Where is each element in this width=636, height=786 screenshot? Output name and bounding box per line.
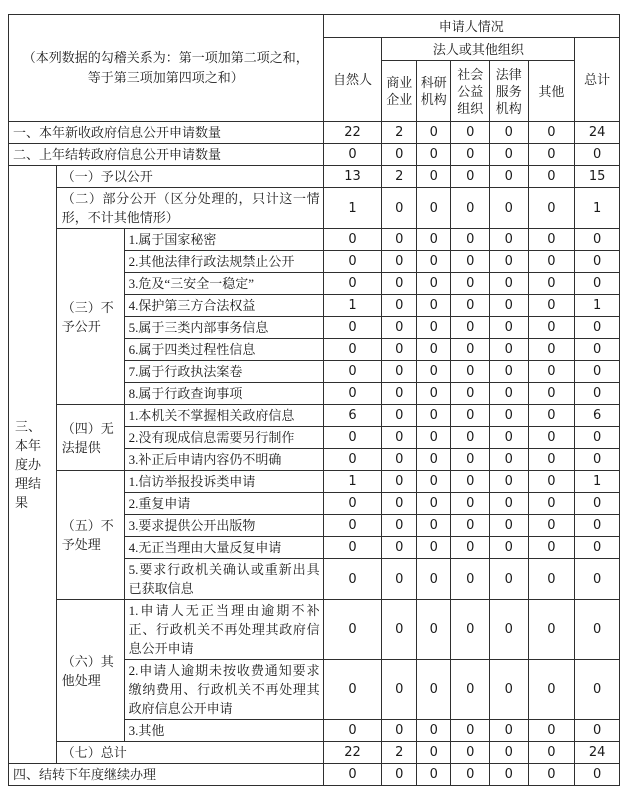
value-cell: 0	[323, 361, 382, 383]
row-label: （二）部分公开（区分处理的，只计这一情形，不计其他情形）	[56, 188, 323, 229]
value-cell: 0	[416, 229, 451, 251]
row-label: 5.属于三类内部事务信息	[124, 317, 323, 339]
value-cell: 0	[575, 600, 620, 660]
table-row	[9, 122, 620, 144]
value-cell: 0	[416, 471, 451, 493]
value-cell: 0	[451, 383, 490, 405]
value-cell: 0	[323, 764, 382, 786]
value-cell: 0	[451, 427, 490, 449]
value-cell: 0	[382, 273, 417, 295]
value-cell: 2	[382, 166, 417, 188]
group-label: （四）无法提供	[56, 405, 124, 471]
header-business-enterprise: 商业企业	[382, 61, 417, 122]
row-label: 1.信访举报投诉类申请	[124, 471, 323, 493]
value-cell: 0	[382, 361, 417, 383]
row-label: （七）总计	[56, 742, 323, 764]
row-label: （一）予以公开	[56, 166, 323, 188]
value-cell: 0	[490, 449, 529, 471]
value-cell: 0	[451, 295, 490, 317]
value-cell: 0	[490, 405, 529, 427]
value-cell: 0	[575, 449, 620, 471]
value-cell: 0	[575, 559, 620, 600]
value-cell: 0	[490, 361, 529, 383]
header-other: 其他	[528, 61, 575, 122]
value-cell: 0	[528, 317, 575, 339]
row-label: 4.无正当理由大量反复申请	[124, 537, 323, 559]
value-cell: 0	[382, 229, 417, 251]
value-cell: 0	[382, 405, 417, 427]
value-cell: 2	[382, 742, 417, 764]
header-research-institution: 科研机构	[416, 61, 451, 122]
value-cell: 0	[323, 273, 382, 295]
value-cell: 0	[451, 188, 490, 229]
value-cell: 0	[382, 493, 417, 515]
value-cell: 0	[416, 449, 451, 471]
section-annual-results-label: 三、本年度办理结果	[9, 166, 57, 764]
value-cell: 0	[490, 383, 529, 405]
value-cell: 0	[416, 339, 451, 361]
value-cell: 0	[528, 515, 575, 537]
table-row	[9, 764, 620, 786]
value-cell: 1	[323, 295, 382, 317]
value-cell: 0	[451, 339, 490, 361]
row-label: 3.其他	[124, 720, 323, 742]
header-natural-person: 自然人	[323, 38, 382, 122]
row-label: 7.属于行政执法案卷	[124, 361, 323, 383]
value-cell: 0	[490, 339, 529, 361]
value-cell: 0	[323, 660, 382, 720]
value-cell: 0	[575, 383, 620, 405]
row-label: 4.保护第三方合法权益	[124, 295, 323, 317]
value-cell: 0	[490, 764, 529, 786]
value-cell: 0	[490, 660, 529, 720]
value-cell: 0	[490, 144, 529, 166]
value-cell: 0	[575, 361, 620, 383]
value-cell: 0	[382, 449, 417, 471]
value-cell: 0	[490, 188, 529, 229]
value-cell: 0	[575, 720, 620, 742]
table-row	[9, 229, 620, 251]
value-cell: 0	[575, 317, 620, 339]
value-cell: 0	[490, 317, 529, 339]
value-cell: 0	[528, 600, 575, 660]
value-cell: 0	[528, 471, 575, 493]
value-cell: 0	[451, 166, 490, 188]
value-cell: 0	[528, 660, 575, 720]
value-cell: 0	[490, 720, 529, 742]
value-cell: 1	[575, 188, 620, 229]
value-cell: 0	[416, 295, 451, 317]
value-cell: 22	[323, 742, 382, 764]
value-cell: 0	[382, 660, 417, 720]
value-cell: 0	[575, 273, 620, 295]
row-label: 8.属于行政查询事项	[124, 383, 323, 405]
value-cell: 24	[575, 742, 620, 764]
value-cell: 0	[451, 144, 490, 166]
value-cell: 0	[323, 600, 382, 660]
table-row	[9, 405, 620, 427]
value-cell: 2	[382, 122, 417, 144]
value-cell: 0	[416, 559, 451, 600]
value-cell: 0	[490, 559, 529, 600]
value-cell: 0	[451, 122, 490, 144]
value-cell: 0	[490, 742, 529, 764]
value-cell: 0	[416, 720, 451, 742]
value-cell: 0	[416, 515, 451, 537]
value-cell: 0	[451, 251, 490, 273]
value-cell: 0	[323, 317, 382, 339]
value-cell: 0	[416, 122, 451, 144]
value-cell: 0	[382, 559, 417, 600]
value-cell: 0	[323, 383, 382, 405]
value-cell: 0	[575, 764, 620, 786]
value-cell: 0	[490, 251, 529, 273]
table-row	[9, 471, 620, 493]
value-cell: 1	[575, 471, 620, 493]
value-cell: 0	[451, 449, 490, 471]
value-cell: 0	[416, 144, 451, 166]
value-cell: 0	[575, 537, 620, 559]
value-cell: 0	[416, 166, 451, 188]
value-cell: 0	[323, 339, 382, 361]
value-cell: 0	[451, 229, 490, 251]
value-cell: 0	[323, 515, 382, 537]
value-cell: 0	[382, 720, 417, 742]
value-cell: 0	[416, 427, 451, 449]
value-cell: 0	[416, 660, 451, 720]
value-cell: 0	[490, 471, 529, 493]
value-cell: 0	[528, 339, 575, 361]
value-cell: 0	[416, 188, 451, 229]
value-cell: 0	[323, 493, 382, 515]
table-row	[9, 742, 620, 764]
value-cell: 0	[451, 559, 490, 600]
value-cell: 0	[528, 559, 575, 600]
value-cell: 13	[323, 166, 382, 188]
reconciliation-note: （本列数据的勾稽关系为：第一项加第二项之和，等于第三项加第四项之和）	[9, 15, 324, 122]
value-cell: 0	[528, 449, 575, 471]
value-cell: 0	[416, 537, 451, 559]
value-cell: 0	[382, 537, 417, 559]
value-cell: 0	[575, 339, 620, 361]
value-cell: 0	[416, 251, 451, 273]
row-label: 2.其他法律行政法规禁止公开	[124, 251, 323, 273]
value-cell: 0	[528, 742, 575, 764]
value-cell: 0	[490, 515, 529, 537]
value-cell: 0	[382, 600, 417, 660]
value-cell: 22	[323, 122, 382, 144]
value-cell: 0	[490, 600, 529, 660]
value-cell: 0	[528, 295, 575, 317]
value-cell: 0	[382, 317, 417, 339]
table-row	[9, 188, 620, 229]
value-cell: 0	[490, 493, 529, 515]
header-total: 总计	[575, 38, 620, 122]
value-cell: 0	[451, 764, 490, 786]
value-cell: 1	[323, 188, 382, 229]
value-cell: 0	[451, 273, 490, 295]
header-legal-service-org: 法律服务机构	[490, 61, 529, 122]
value-cell: 0	[490, 427, 529, 449]
applicant-statistics-table	[8, 14, 620, 786]
value-cell: 0	[490, 229, 529, 251]
row-label: 6.属于四类过程性信息	[124, 339, 323, 361]
value-cell: 6	[575, 405, 620, 427]
row-label: 2.重复申请	[124, 493, 323, 515]
value-cell: 0	[490, 166, 529, 188]
value-cell: 0	[528, 273, 575, 295]
value-cell: 0	[528, 122, 575, 144]
value-cell: 0	[323, 251, 382, 273]
value-cell: 0	[323, 559, 382, 600]
header-legal-or-other-org: 法人或其他组织	[382, 38, 575, 61]
value-cell: 0	[323, 144, 382, 166]
value-cell: 0	[416, 764, 451, 786]
value-cell: 0	[382, 515, 417, 537]
value-cell: 0	[323, 427, 382, 449]
value-cell: 0	[575, 493, 620, 515]
value-cell: 0	[528, 166, 575, 188]
value-cell: 0	[451, 361, 490, 383]
value-cell: 0	[323, 537, 382, 559]
value-cell: 0	[451, 600, 490, 660]
value-cell: 1	[575, 295, 620, 317]
row-label: 2.申请人逾期未按收费通知要求缴纳费用、行政机关不再处理其政府信息公开申请	[124, 660, 323, 720]
value-cell: 0	[416, 273, 451, 295]
value-cell: 0	[490, 122, 529, 144]
value-cell: 0	[416, 383, 451, 405]
value-cell: 0	[416, 493, 451, 515]
row-label: 3.危及“三安全一稳定”	[124, 273, 323, 295]
value-cell: 0	[323, 229, 382, 251]
row-label: 四、结转下年度继续办理	[9, 764, 324, 786]
value-cell: 0	[382, 251, 417, 273]
table-row	[9, 166, 620, 188]
value-cell: 0	[382, 764, 417, 786]
group-label: （六）其他处理	[56, 600, 124, 742]
value-cell: 0	[490, 273, 529, 295]
row-label: 一、本年新收政府信息公开申请数量	[9, 122, 324, 144]
value-cell: 0	[416, 361, 451, 383]
row-label: 1.属于国家秘密	[124, 229, 323, 251]
value-cell: 0	[528, 361, 575, 383]
value-cell: 0	[528, 764, 575, 786]
value-cell: 0	[416, 600, 451, 660]
value-cell: 0	[323, 720, 382, 742]
row-label: 5.要求行政机关确认或重新出具已获取信息	[124, 559, 323, 600]
group-label: （五）不予处理	[56, 471, 124, 600]
row-label: 1.本机关不掌握相关政府信息	[124, 405, 323, 427]
header-applicant-status: 申请人情况	[323, 15, 619, 38]
value-cell: 1	[323, 471, 382, 493]
table-row	[9, 144, 620, 166]
group-label: （三）不予公开	[56, 229, 124, 405]
row-label: 3.要求提供公开出版物	[124, 515, 323, 537]
value-cell: 0	[323, 449, 382, 471]
value-cell: 6	[323, 405, 382, 427]
value-cell: 0	[528, 537, 575, 559]
row-label: 1.申请人无正当理由逾期不补正、行政机关不再处理其政府信息公开申请	[124, 600, 323, 660]
value-cell: 0	[490, 295, 529, 317]
value-cell: 0	[451, 537, 490, 559]
value-cell: 0	[528, 493, 575, 515]
value-cell: 0	[575, 251, 620, 273]
value-cell: 0	[382, 339, 417, 361]
value-cell: 0	[416, 742, 451, 764]
header-social-welfare-org: 社会公益组织	[451, 61, 490, 122]
value-cell: 24	[575, 122, 620, 144]
value-cell: 0	[382, 427, 417, 449]
value-cell: 15	[575, 166, 620, 188]
value-cell: 0	[451, 720, 490, 742]
value-cell: 0	[575, 229, 620, 251]
value-cell: 0	[575, 427, 620, 449]
value-cell: 0	[528, 427, 575, 449]
value-cell: 0	[451, 515, 490, 537]
value-cell: 0	[528, 720, 575, 742]
row-label: 3.补正后申请内容仍不明确	[124, 449, 323, 471]
value-cell: 0	[382, 188, 417, 229]
value-cell: 0	[575, 515, 620, 537]
row-label: 二、上年结转政府信息公开申请数量	[9, 144, 324, 166]
value-cell: 0	[451, 742, 490, 764]
value-cell: 0	[451, 317, 490, 339]
value-cell: 0	[382, 471, 417, 493]
value-cell: 0	[528, 405, 575, 427]
value-cell: 0	[528, 144, 575, 166]
value-cell: 0	[528, 251, 575, 273]
value-cell: 0	[382, 144, 417, 166]
value-cell: 0	[382, 295, 417, 317]
value-cell: 0	[416, 317, 451, 339]
value-cell: 0	[528, 383, 575, 405]
value-cell: 0	[528, 188, 575, 229]
value-cell: 0	[490, 537, 529, 559]
value-cell: 0	[382, 383, 417, 405]
value-cell: 0	[451, 660, 490, 720]
value-cell: 0	[451, 493, 490, 515]
value-cell: 0	[416, 405, 451, 427]
value-cell: 0	[528, 229, 575, 251]
value-cell: 0	[575, 660, 620, 720]
row-label: 2.没有现成信息需要另行制作	[124, 427, 323, 449]
value-cell: 0	[451, 405, 490, 427]
value-cell: 0	[451, 471, 490, 493]
table-row	[9, 600, 620, 660]
value-cell: 0	[575, 144, 620, 166]
